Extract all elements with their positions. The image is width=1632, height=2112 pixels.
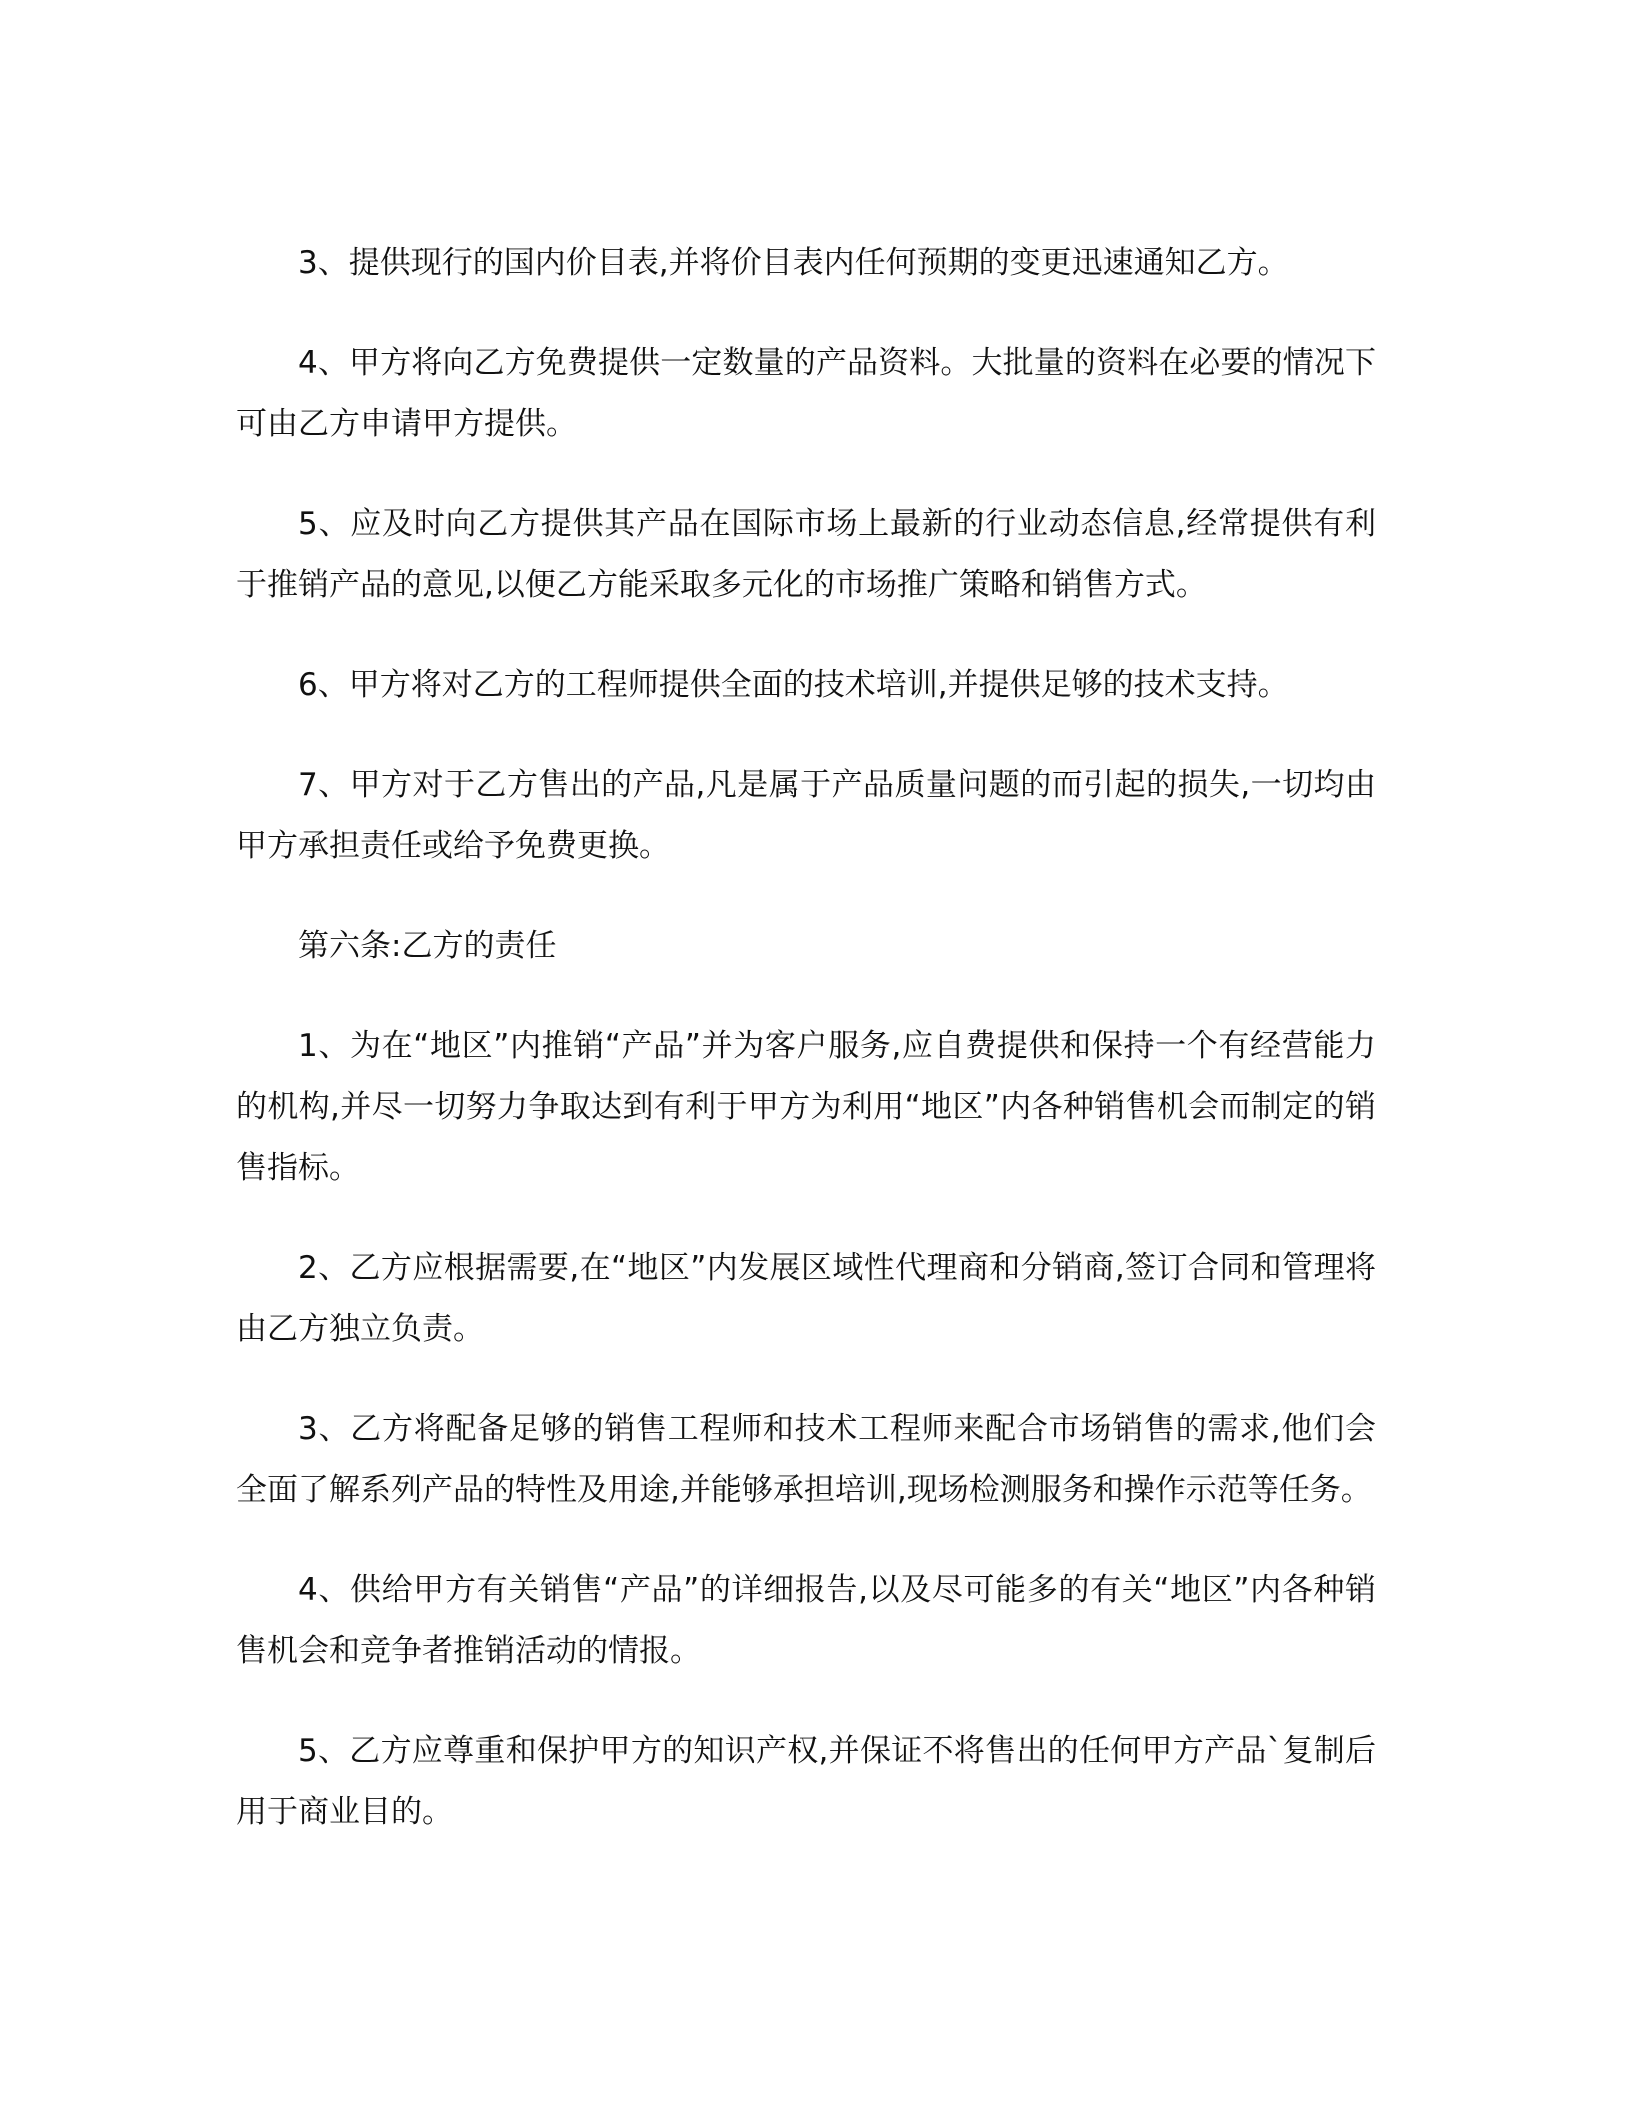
clause-paragraph: 5、应及时向乙方提供其产品在国际市场上最新的行业动态信息,经常提供有利于推销产品的意见,以便乙方能采取多元化的市场推广策略和销售方式。 [236, 506, 1376, 603]
clause-paragraph: 5、乙方应尊重和保护甲方的知识产权,并保证不将售出的任何甲方产品`复制后用于商业目的。 [236, 1733, 1376, 1830]
clause-paragraph: 6、甲方将对乙方的工程师提供全面的技术培训,并提供足够的技术支持。 [298, 667, 1289, 703]
clause-paragraph: 7、甲方对于乙方售出的产品,凡是属于产品质量问题的而引起的损失,一切均由甲方承担责任或给予免费更换。 [236, 767, 1376, 864]
clause-paragraph: 2、乙方应根据需要,在“地区”内发展区域性代理商和分销商,签订合同和管理将由乙方独立负责。 [236, 1250, 1376, 1347]
clause-paragraph: 4、甲方将向乙方免费提供一定数量的产品资料。大批量的资料在必要的情况下可由乙方申请甲方提供。 [236, 345, 1376, 442]
section-heading: 第六条:乙方的责任 [298, 928, 557, 964]
clause-paragraph: 4、供给甲方有关销售“产品”的详细报告,以及尽可能多的有关“地区”内各种销售机会和竞争者推销活动的情报。 [236, 1572, 1376, 1669]
document-page [236, 233, 1376, 1882]
clause-paragraph: 1、为在“地区”内推销“产品”并为客户服务,应自费提供和保持一个有经营能力的机构,并尽一切努力争取达到有利于甲方为利用“地区”内各种销售机会而制定的销售指标。 [236, 1028, 1376, 1186]
clause-paragraph: 3、提供现行的国内价目表,并将价目表内任何预期的变更迅速通知乙方。 [298, 245, 1289, 281]
clause-paragraph: 3、乙方将配备足够的销售工程师和技术工程师来配合市场销售的需求,他们会全面了解系列产品的特性及用途,并能够承担培训,现场检测服务和操作示范等任务。 [236, 1411, 1376, 1508]
